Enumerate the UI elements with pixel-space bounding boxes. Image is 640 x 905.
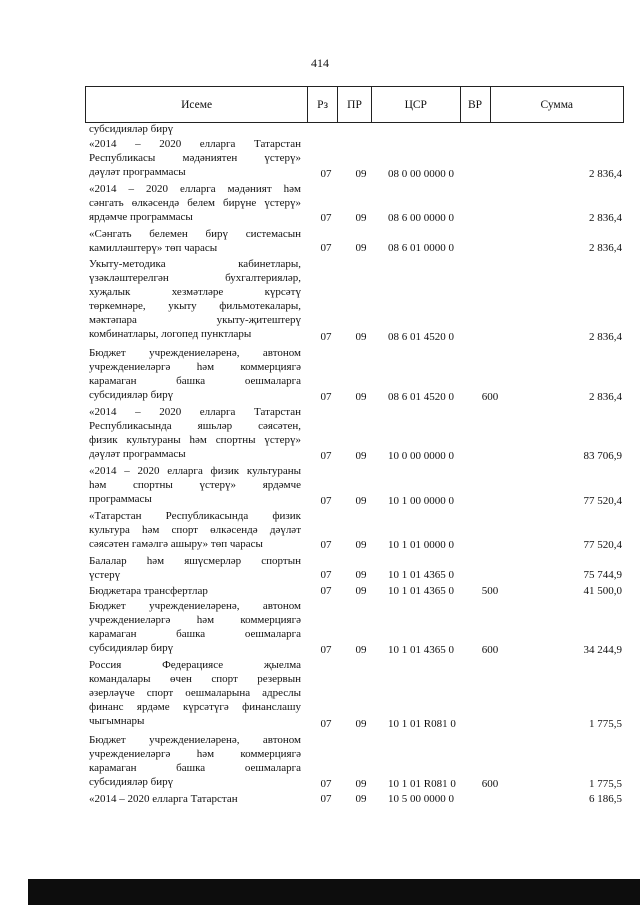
row-name bbox=[89, 405, 301, 461]
row-name-line: төркемнәре, укыту фильмотекалары, bbox=[89, 299, 301, 312]
table-row bbox=[0, 658, 640, 732]
row-name-line: дәүләт программасы bbox=[89, 447, 186, 460]
header-vr: ВР bbox=[460, 87, 490, 122]
row-rz: 07 bbox=[320, 539, 332, 552]
row-sum: 2 836,4 bbox=[589, 390, 622, 403]
table-row bbox=[0, 599, 640, 658]
row-name-line: «Сәнгать белемен бирү системасын bbox=[89, 227, 301, 240]
row-name bbox=[89, 733, 301, 789]
row-rz: 07 bbox=[320, 390, 332, 403]
row-name-line: Балалар һәм яшүсмерләр спортын bbox=[89, 554, 301, 567]
row-name-line: Укыту-методика кабинетлары, bbox=[89, 257, 301, 270]
table-row bbox=[0, 346, 640, 405]
row-rz: 07 bbox=[320, 792, 332, 805]
table-row bbox=[0, 137, 640, 181]
row-pr: 09 bbox=[355, 584, 367, 597]
row-sum: 77 520,4 bbox=[583, 539, 622, 552]
row-csr: 10 1 01 4365 0 bbox=[388, 644, 454, 657]
table-row bbox=[0, 554, 640, 583]
row-name-line: Бюджет учреждениеләренә, автоном bbox=[89, 346, 301, 359]
row-name-line: «2014 – 2020 елларга физик культураны bbox=[89, 465, 301, 478]
row-csr: 10 5 00 0000 0 bbox=[388, 792, 454, 805]
row-sum: 83 706,9 bbox=[583, 449, 622, 462]
row-csr: 08 6 01 0000 0 bbox=[388, 242, 454, 255]
row-name-line: сәясәтен гамәлгә ашыру» төп чарасы bbox=[89, 538, 263, 550]
row-csr: 08 0 00 0000 0 bbox=[388, 167, 454, 180]
row-rz: 07 bbox=[320, 777, 332, 790]
row-name-line: дәүләт программасы bbox=[89, 166, 186, 179]
scan-edge-bar bbox=[28, 879, 640, 905]
table-row bbox=[0, 464, 640, 508]
row-name-line: Бюджет учреждениеләренә, автоном bbox=[89, 733, 301, 746]
row-csr: 08 6 01 4520 0 bbox=[388, 390, 454, 403]
row-name-line: командалары өчен спорт резервын bbox=[89, 673, 301, 686]
header-csr: ЦСР bbox=[371, 87, 460, 122]
row-vr: 600 bbox=[481, 644, 499, 657]
row-rz: 07 bbox=[320, 212, 332, 225]
row-pr: 09 bbox=[355, 449, 367, 462]
row-name-line: Республикасында яшьләр сәясәтен, bbox=[89, 419, 301, 432]
row-sum: 2 836,4 bbox=[589, 331, 622, 344]
row-name-line: комбинатлары, логопед пунктлары bbox=[89, 327, 252, 340]
table-row bbox=[0, 122, 640, 137]
row-name-line: субсидияләр бирү bbox=[89, 123, 174, 135]
row-name bbox=[89, 599, 301, 655]
row-name-line: учреждениеләргә һәм коммерциягә bbox=[89, 614, 301, 626]
row-csr: 10 1 01 4365 0 bbox=[388, 569, 454, 582]
table-row bbox=[0, 733, 640, 792]
row-name bbox=[89, 509, 301, 551]
row-pr: 09 bbox=[355, 331, 367, 344]
row-name-line: «2014 – 2020 елларга Татарстан bbox=[89, 405, 301, 418]
page-number: 414 bbox=[311, 56, 329, 70]
row-sum: 34 244,9 bbox=[583, 644, 622, 657]
header-rz: Рз bbox=[307, 87, 337, 122]
row-name-line: Бюджетара трансфертлар bbox=[89, 584, 208, 597]
table-row bbox=[0, 227, 640, 256]
row-name bbox=[89, 122, 301, 136]
row-name-line: учреждениеләргә һәм коммерциягә bbox=[89, 747, 301, 760]
row-sum: 2 836,4 bbox=[589, 167, 622, 180]
row-name bbox=[89, 227, 301, 255]
row-sum: 2 836,4 bbox=[589, 242, 622, 255]
row-csr: 08 6 00 0000 0 bbox=[388, 212, 454, 225]
row-rz: 07 bbox=[320, 331, 332, 344]
row-csr: 10 1 01 0000 0 bbox=[388, 539, 454, 552]
row-sum: 6 186,5 bbox=[589, 792, 622, 805]
row-rz: 07 bbox=[320, 644, 332, 657]
row-rz: 07 bbox=[320, 569, 332, 582]
row-name-line: ярдәмче программасы bbox=[89, 211, 193, 223]
row-pr: 09 bbox=[355, 777, 367, 790]
row-rz: 07 bbox=[320, 584, 332, 597]
row-name bbox=[89, 464, 301, 506]
row-pr: 09 bbox=[355, 212, 367, 225]
row-name bbox=[89, 137, 301, 179]
row-csr: 10 0 00 0000 0 bbox=[388, 449, 454, 462]
row-csr: 10 1 00 0000 0 bbox=[388, 494, 454, 507]
row-name-line: Бюджет учреждениеләренә, автоном bbox=[89, 600, 301, 612]
row-name-line: карамаган башка оешмаларга bbox=[89, 374, 301, 387]
row-pr: 09 bbox=[355, 569, 367, 582]
row-name-line: субсидияләр бирү bbox=[89, 388, 174, 401]
header-pr: ПР bbox=[337, 87, 371, 122]
row-name bbox=[89, 658, 301, 728]
row-csr: 08 6 01 4520 0 bbox=[388, 331, 454, 344]
row-rz: 07 bbox=[320, 494, 332, 507]
row-name bbox=[89, 584, 301, 598]
row-name-line: үзәкләштерелгән бухгалтерияләр, bbox=[89, 271, 301, 284]
row-name-line: хуҗалык хезмәтләре күрсәтү bbox=[89, 285, 301, 298]
row-name-line: Республикасы мәдәниятен үстерү» bbox=[89, 152, 301, 165]
row-pr: 09 bbox=[355, 242, 367, 255]
row-vr: 500 bbox=[481, 584, 499, 597]
row-sum: 2 836,4 bbox=[589, 212, 622, 225]
row-rz: 07 bbox=[320, 242, 332, 255]
row-pr: 09 bbox=[355, 539, 367, 552]
row-rz: 07 bbox=[320, 167, 332, 180]
row-csr: 10 1 01 R081 0 bbox=[388, 777, 456, 790]
row-name bbox=[89, 554, 301, 582]
row-sum: 41 500,0 bbox=[583, 584, 622, 597]
table-header bbox=[85, 86, 624, 123]
row-name-line: чыгымнары bbox=[89, 715, 145, 728]
row-sum: 1 775,5 bbox=[589, 777, 622, 790]
table-row bbox=[0, 792, 640, 807]
row-csr: 10 1 01 4365 0 bbox=[388, 584, 454, 597]
row-name-line: субсидияләр бирү bbox=[89, 642, 174, 654]
row-name-line: субсидияләр бирү bbox=[89, 775, 174, 788]
row-pr: 09 bbox=[355, 644, 367, 657]
row-csr: 10 1 01 R081 0 bbox=[388, 718, 456, 731]
table-row bbox=[0, 509, 640, 553]
row-pr: 09 bbox=[355, 494, 367, 507]
row-rz: 07 bbox=[320, 449, 332, 462]
row-name bbox=[89, 182, 301, 224]
row-sum: 77 520,4 bbox=[583, 494, 622, 507]
row-rz: 07 bbox=[320, 718, 332, 731]
row-name-line: «2014 – 2020 елларга Татарстан bbox=[89, 792, 238, 805]
row-name-line: физик культураны һәм спортны үстерү» bbox=[89, 433, 301, 446]
table-row bbox=[0, 584, 640, 599]
row-vr: 600 bbox=[481, 777, 499, 790]
row-name bbox=[89, 792, 301, 806]
table-row bbox=[0, 257, 640, 345]
row-pr: 09 bbox=[355, 718, 367, 731]
row-pr: 09 bbox=[355, 167, 367, 180]
row-name-line: учреждениеләргә һәм коммерциягә bbox=[89, 360, 301, 373]
row-name-line: «2014 – 2020 елларга мәдәният һәм bbox=[89, 183, 301, 195]
header-name: Исеме bbox=[181, 98, 213, 111]
row-name-line: карамаган башка оешмаларга bbox=[89, 761, 301, 774]
table-row bbox=[0, 182, 640, 226]
row-sum: 1 775,5 bbox=[589, 718, 622, 731]
header-sum: Сумма bbox=[490, 87, 624, 122]
row-name-line: карамаган башка оешмаларга bbox=[89, 628, 301, 640]
row-name bbox=[89, 257, 301, 341]
row-pr: 09 bbox=[355, 792, 367, 805]
row-name-line: «2014 – 2020 елларга Татарстан bbox=[89, 138, 301, 151]
table-row bbox=[0, 405, 640, 464]
row-name bbox=[89, 346, 301, 402]
row-sum: 75 744,9 bbox=[583, 569, 622, 582]
row-name-line: һәм спортны үстерү» ярдәмче bbox=[89, 479, 301, 492]
row-name-line: сәнгать өлкәсендә белем бирүне үстерү» bbox=[89, 197, 301, 209]
row-vr: 600 bbox=[481, 390, 499, 403]
row-pr: 09 bbox=[355, 390, 367, 403]
row-name-line: культура һәм спорт өлкәсендә дәүләт bbox=[89, 524, 301, 536]
row-name-line: «Татарстан Республикасында физик bbox=[89, 510, 301, 522]
row-name-line: программасы bbox=[89, 493, 152, 506]
row-name-line: финанс ярдәме күрсәтүгә финанслашу bbox=[89, 701, 301, 714]
row-name-line: камилләштерү» төп чарасы bbox=[89, 241, 218, 254]
row-name-line: мәктәпара укыту-җитештерү bbox=[89, 313, 301, 326]
row-name-line: Россия Федерациясе җыелма bbox=[89, 659, 301, 672]
row-name-line: әзерләүче спорт оешмаларына адреслы bbox=[89, 687, 301, 700]
row-name-line: үстерү bbox=[89, 568, 121, 581]
